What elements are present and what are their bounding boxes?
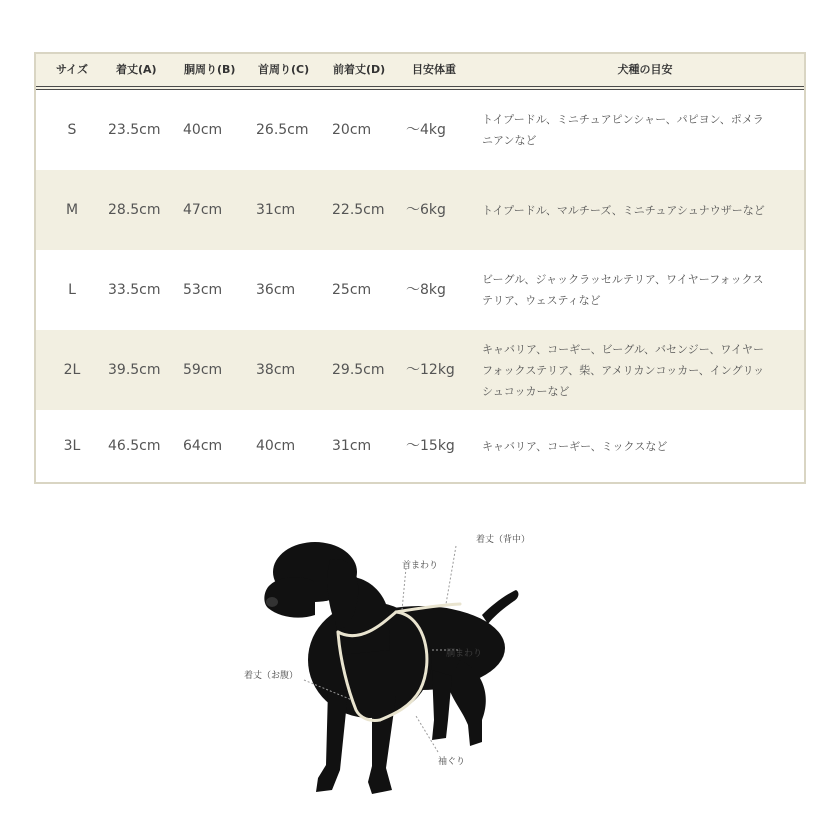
- breeds-cell: トイプードル、ミニチュアピンシャー、パピヨン、ポメラニアンなど: [482, 113, 764, 147]
- length-a-cell: 39.5cm: [108, 362, 161, 378]
- weight-cell: ～12kg: [406, 362, 455, 378]
- size-cell: L: [68, 282, 76, 298]
- label-neck: 首まわり: [402, 561, 439, 571]
- front-length-d-cell: 22.5cm: [332, 202, 385, 218]
- neck-c-cell: 40cm: [256, 438, 296, 454]
- dog-measurement-diagram: [220, 520, 550, 810]
- weight-cell: ～6kg: [406, 202, 446, 218]
- header-breeds: 犬種の目安: [617, 63, 673, 76]
- table-row: [36, 330, 804, 410]
- header-length-a: 着丈(A): [116, 63, 157, 76]
- header-weight: 目安体重: [412, 63, 456, 76]
- dog-mannequin-illustration: [220, 520, 550, 810]
- front-length-d-cell: 25cm: [332, 282, 372, 298]
- header-size: サイズ: [55, 63, 89, 76]
- label-back-length: 着丈（背中）: [476, 535, 531, 545]
- weight-cell: ～4kg: [406, 122, 446, 138]
- length-a-cell: 46.5cm: [108, 438, 161, 454]
- neck-c-cell: 36cm: [256, 282, 296, 298]
- label-chest: 胴まわり: [446, 649, 483, 659]
- breeds-cell: キャバリア、コーギー、ビーグル、バセンジー、ワイヤーフォックステリア、柴、アメリカンコッカー、イングリッシュコッカーなど: [482, 342, 765, 398]
- length-a-cell: 28.5cm: [108, 202, 161, 218]
- front-length-d-cell: 31cm: [332, 438, 372, 454]
- header-front-length-d: 前着丈(D): [333, 63, 386, 76]
- label-belly-length: 着丈（お腹）: [244, 671, 299, 681]
- size-cell: M: [65, 202, 79, 218]
- size-chart-table: [34, 52, 806, 484]
- chest-b-cell: 53cm: [183, 282, 223, 298]
- neck-c-cell: 31cm: [256, 202, 296, 218]
- chest-b-cell: 64cm: [183, 438, 223, 454]
- size-cell: 3L: [63, 438, 81, 454]
- neck-c-cell: 38cm: [256, 362, 296, 378]
- breeds-cell: トイプードル、マルチーズ、ミニチュアシュナウザーなど: [482, 203, 765, 217]
- front-length-d-cell: 29.5cm: [332, 362, 385, 378]
- table-row: [36, 410, 804, 482]
- table-row: [36, 170, 804, 250]
- chest-b-cell: 59cm: [183, 362, 223, 378]
- length-a-cell: 33.5cm: [108, 282, 161, 298]
- breeds-cell: キャバリア、コーギー、ミックスなど: [482, 439, 668, 453]
- breeds-cell: ビーグル、ジャックラッセルテリア、ワイヤーフォックステリア、ウェスティなど: [482, 273, 764, 307]
- weight-cell: ～8kg: [406, 282, 446, 298]
- size-cell: 2L: [63, 362, 81, 378]
- size-cell: S: [67, 122, 77, 138]
- table-row: [36, 90, 804, 170]
- weight-cell: ～15kg: [406, 438, 455, 454]
- neck-c-cell: 26.5cm: [256, 122, 309, 138]
- header-chest-b: 胴周り(B): [184, 63, 236, 76]
- chest-b-cell: 40cm: [183, 122, 223, 138]
- chest-b-cell: 47cm: [183, 202, 223, 218]
- table-header-row: [36, 54, 804, 90]
- label-armhole: 袖ぐり: [438, 757, 466, 767]
- table-row: [36, 250, 804, 330]
- header-neck-c: 首周り(C): [258, 63, 310, 76]
- length-a-cell: 23.5cm: [108, 122, 161, 138]
- front-length-d-cell: 20cm: [332, 122, 372, 138]
